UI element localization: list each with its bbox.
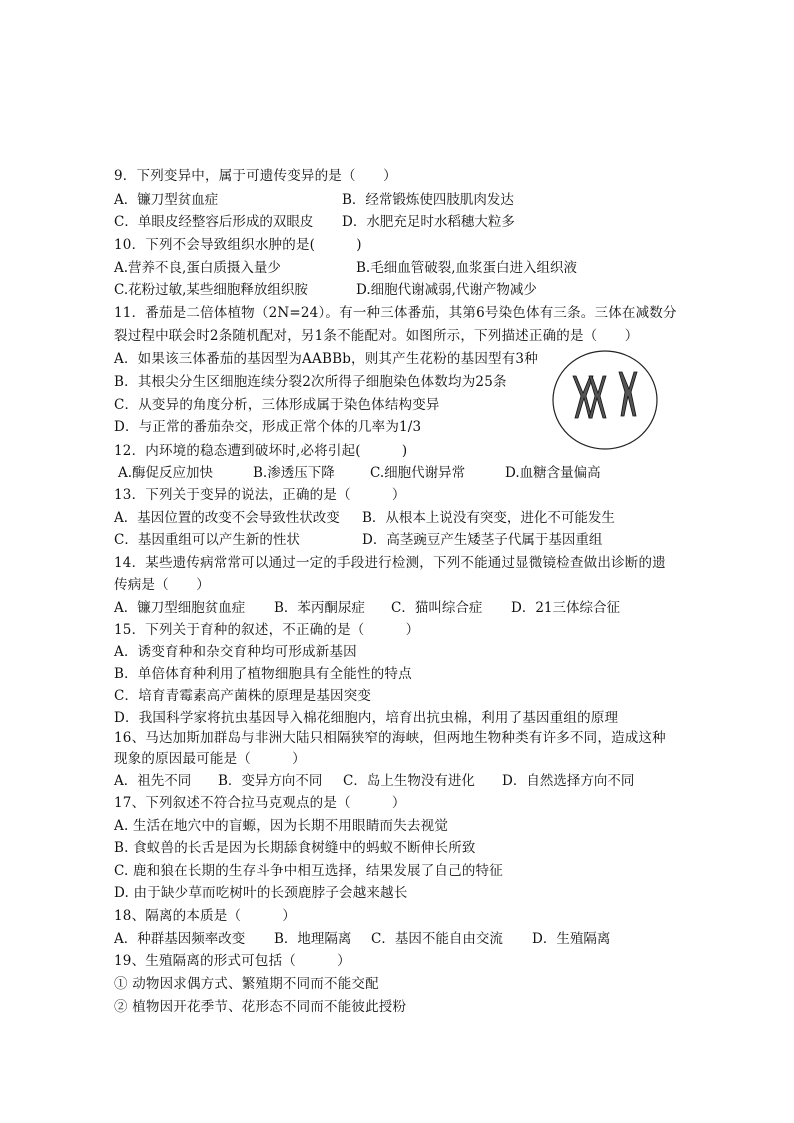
q14-option-b: B．苯丙酮尿症 [274,600,365,616]
q19-item-1: ① 动物因求偶方式、繁殖期不同而不能交配 [114,976,379,992]
q9-option-d: D．水肥充足时水稻穗大粒多 [342,214,515,230]
q14-option-c: C．猫叫综合症 [391,600,483,616]
q11-stem-line1: 11．番茄是二倍体植物（2N=24）。有一种三体番茄，其第6号染色体有三条。三体在减数分 [114,305,677,321]
q17-option-a: A. 生活在地穴中的盲螈，因为长期不用眼睛而失去视觉 [114,818,449,834]
q9-stem: 9．下列变异中，属于可遗传变异的是（ ） [114,168,397,184]
q13-option-b: B．从根本上说没有突变，进化不可能发生 [362,510,615,526]
q10-option-d: D.细胞代谢减弱,代谢产物减少 [356,282,537,298]
q12-stem: 12．内环境的稳态遭到破坏时,必将引起( ) [114,443,408,459]
q11-stem-line2: 裂过程中联会时2条随机配对，另1条不能配对。如图所示，下列描述正确的是（ ） [114,328,639,344]
q15-option-a: A．诱变育种和杂交育种均可形成新基因 [114,644,357,660]
q17-stem: 17、下列叙述不符合拉马克观点的是（ ） [114,795,406,811]
q15-option-b: B．单倍体育种利用了植物细胞具有全能性的特点 [114,666,412,682]
q16-option-b: B．变异方向不同 [218,773,323,789]
trisomy-cell-figure [551,348,659,452]
q18-option-c: C．基因不能自由交流 [371,931,503,947]
q15-stem: 15．下列关于育种的叙述，不正确的是（ ） [114,622,420,638]
q13-option-a: A．基因位置的改变不会导致性状改变 [114,510,340,526]
q10-option-c: C.花粉过敏,某些细胞释放组织胺 [114,282,308,298]
q14-option-a: A．镰刀型细胞贫血症 [114,600,246,616]
q9-option-a: A．镰刀型贫血症 [114,192,219,208]
q12-option-a: A.酶促反应加快 [118,465,214,481]
q16-option-d: D．自然选择方向不同 [502,773,635,789]
chromosome-single [619,372,637,416]
q10-option-a: A.营养不良,蛋白质摄入量少 [114,260,281,276]
q9-option-b: B．经常锻炼使四肢肌肉发达 [342,192,514,208]
q19-stem: 19、生殖隔离的形式可包括（ ） [114,953,351,969]
q16-option-a: A．祖先不同 [114,773,192,789]
q16-option-c: C．岛上生物没有进化 [343,773,475,789]
q11-option-a: A．如果该三体番茄的基因型为AABBb，则其产生花粉的基因型有3种 [114,351,538,367]
q19-item-2: ② 植物因开花季节、花形态不同而不能彼此授粉 [114,999,407,1015]
q12-option-d: D.血糖含量偏高 [505,465,601,481]
q11-option-c: C．从变异的角度分析，三体形成属于染色体结构变异 [114,397,440,413]
q10-option-b: B.毛细血管破裂,血浆蛋白进入组织液 [356,260,578,276]
q18-stem: 18、隔离的本质是（ ） [114,908,296,924]
q13-option-d: D．高茎豌豆产生矮茎子代属于基因重组 [362,532,603,548]
q18-option-a: A．种群基因频率改变 [114,931,246,947]
q15-option-d: D．我国科学家将抗虫基因导入棉花细胞内，培育出抗虫棉，利用了基因重组的原理 [114,710,619,726]
q13-stem: 13．下列关于变异的说法，正确的是（ ） [114,487,406,503]
q12-option-b: B.渗透压下降 [253,465,335,481]
q18-option-d: D．生殖隔离 [532,931,611,947]
q17-option-d: D. 由于缺少草而吃树叶的长颈鹿脖子会越来越长 [114,885,408,901]
q14-option-d: D．21三体综合征 [511,600,621,616]
q17-option-b: B. 食蚁兽的长舌是因为长期舔食树缝中的蚂蚁不断伸长所致 [114,840,476,856]
q11-option-d: D．与正常的番茄杂交，形成正常个体的几率为1/3 [114,419,422,435]
q12-option-c: C.细胞代谢异常 [370,465,466,481]
q14-stem-line1: 14．某些遗传病常常可以通过一定的手段进行检测，下列不能通过显微镜检查做出诊断的遗 [114,555,666,571]
chromosome-pair [573,376,606,418]
q11-option-b: B．其根尖分生区细胞连续分裂2次所得子细胞染色体数均为25条 [114,374,507,390]
q14-stem-line2: 传病是（ ） [114,577,210,593]
q15-option-c: C．培育青霉素高产菌株的原理是基因突变 [114,688,372,704]
q10-stem: 10．下列不会导致组织水肿的是( ) [114,237,362,253]
q17-option-c: C. 鹿和狼在长期的生存斗争中相互选择，结果发展了自己的特征 [114,863,503,879]
q13-option-c: C．基因重组可以产生新的性状 [114,532,300,548]
q16-stem-line1: 16、马达加斯加群岛与非洲大陆只相隔狭窄的海峡，但两地生物种类有许多不同，造成这种 [114,730,666,746]
q18-option-b: B．地理隔离 [274,931,352,947]
q16-stem-line2: 现象的原因最可能是（ ） [114,751,306,767]
q9-option-c: C．单眼皮经整容后形成的双眼皮 [114,214,314,230]
